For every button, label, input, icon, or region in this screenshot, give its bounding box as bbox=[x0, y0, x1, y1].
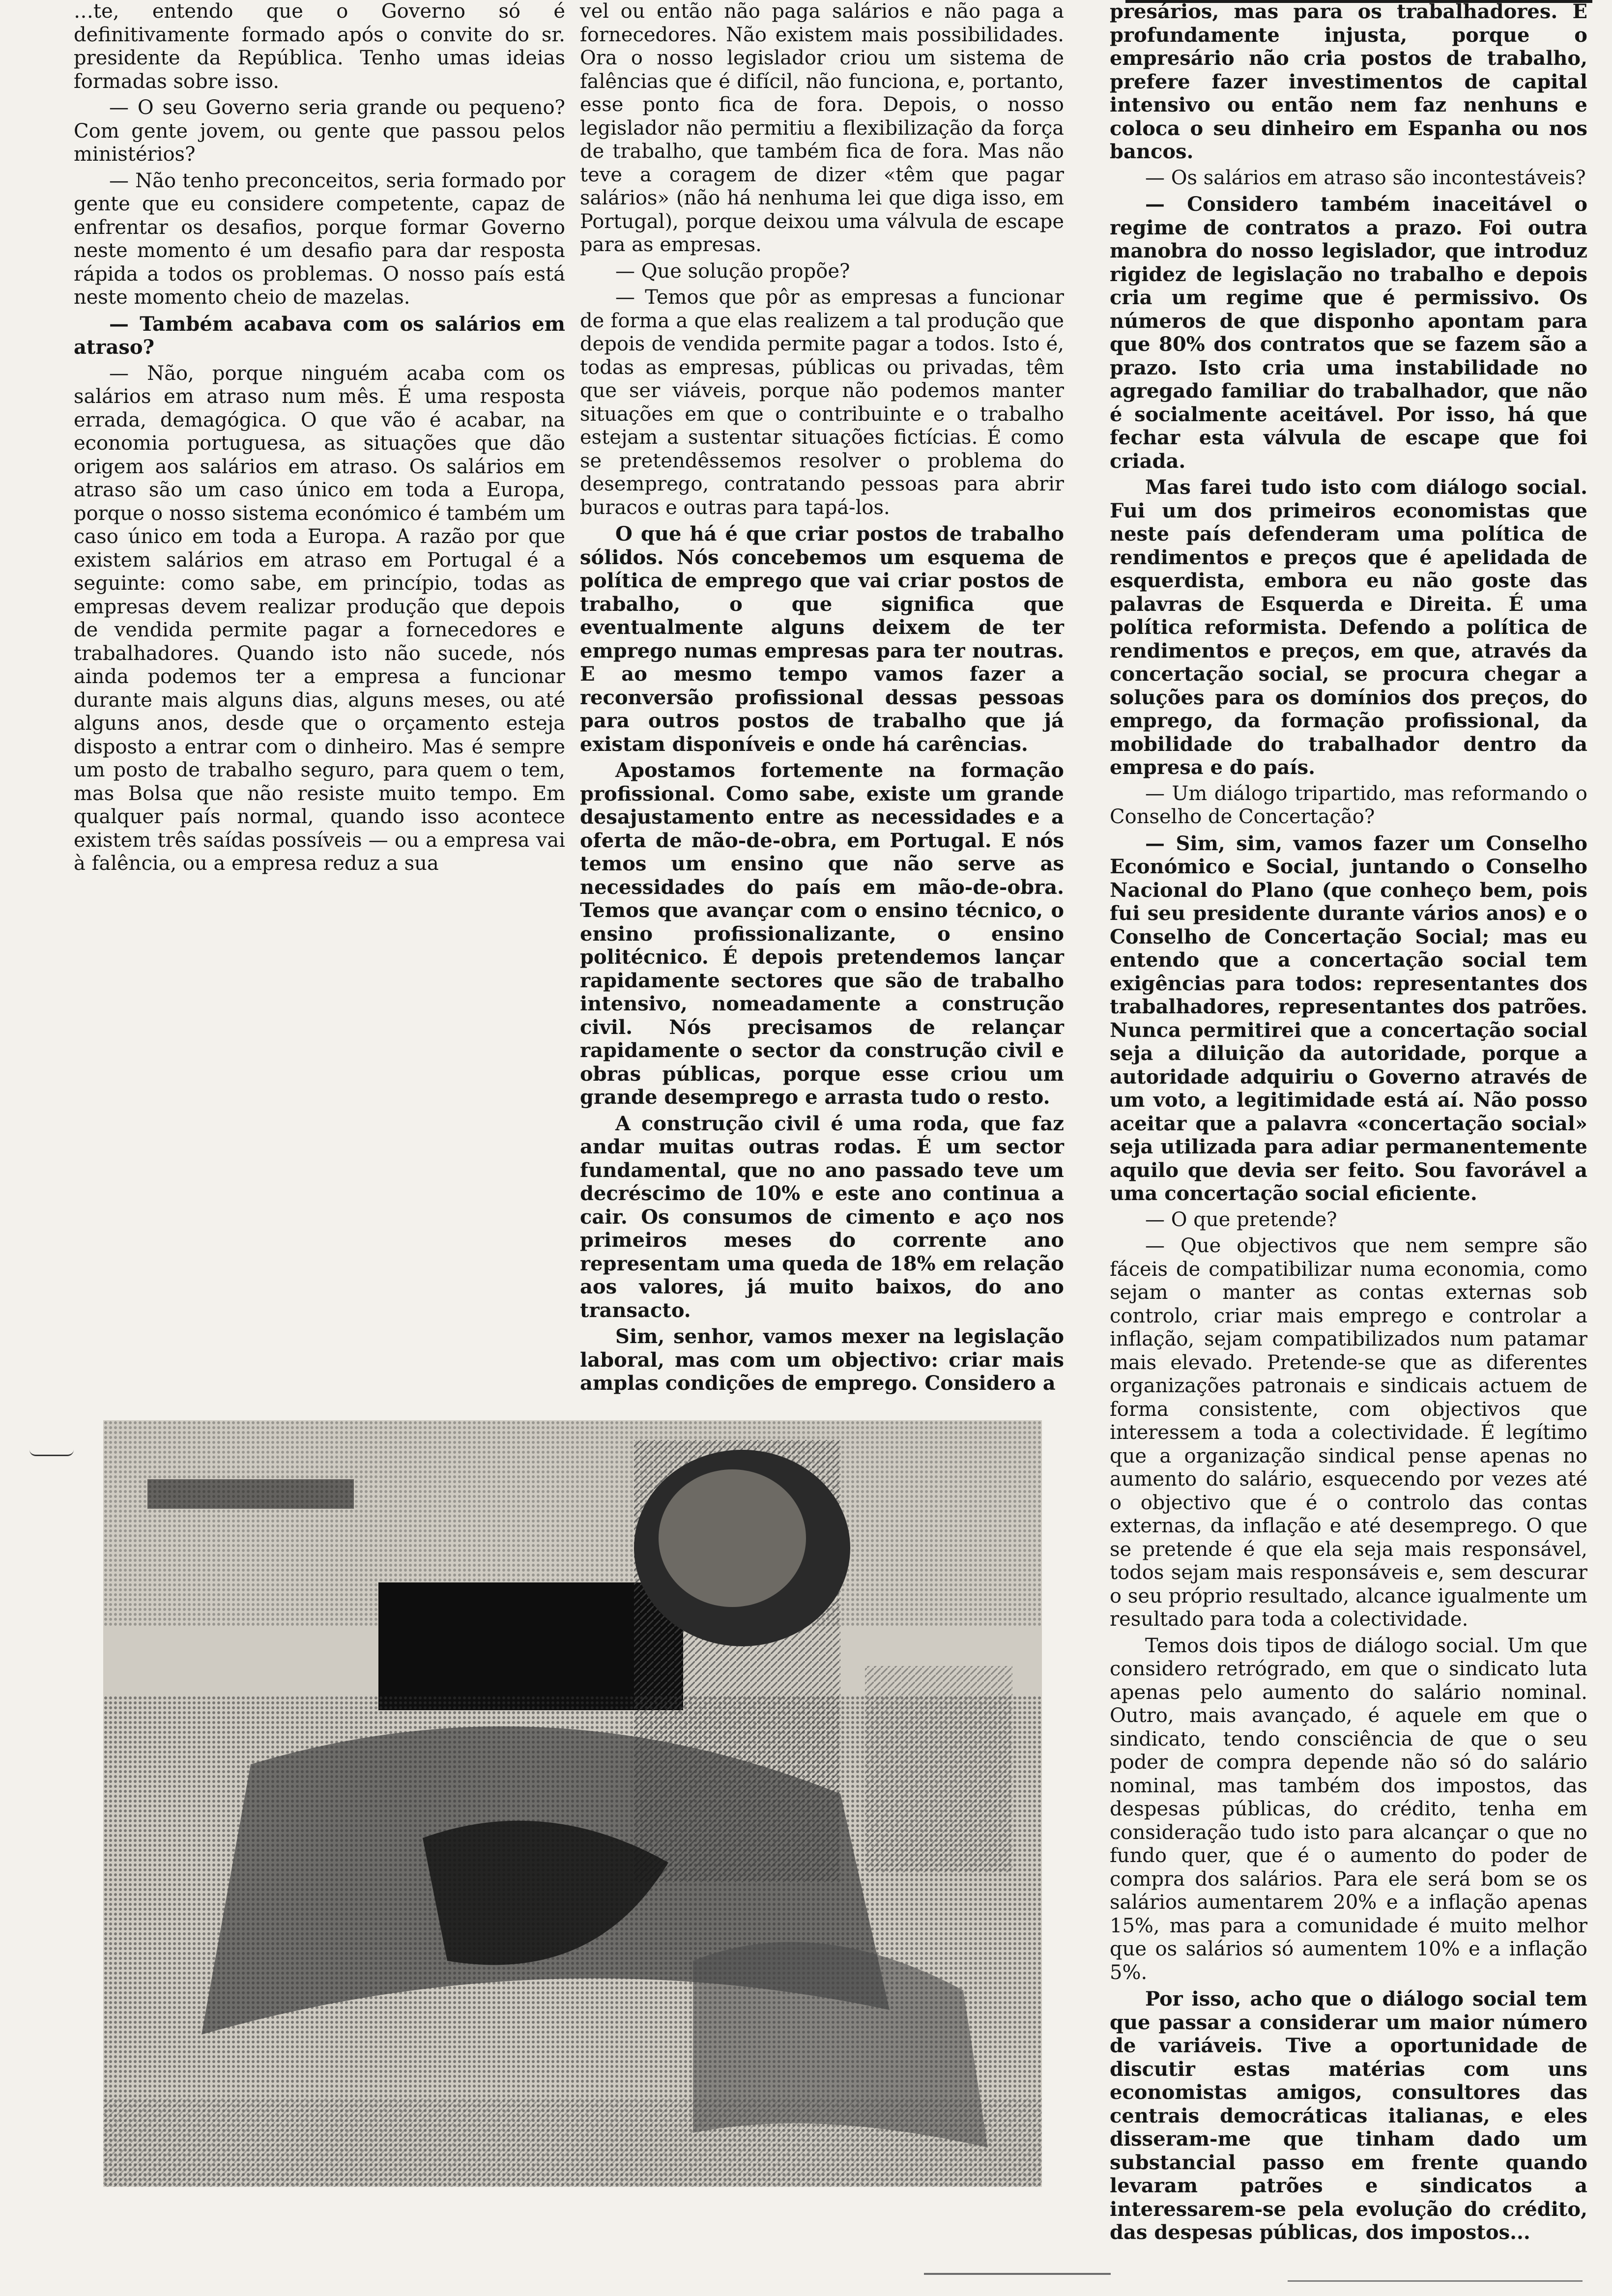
paragraph: presários, mas para os trabalhadores. É profundamente injusta, porque o empresário não cria postos de trabalho, prefere fazer investimentos de capital intensivo ou então nem faz nenhuns e coloca o seu dinheiro em Espanha ou nos bancos. bbox=[1110, 0, 1587, 163]
paragraph: — Também acabava com os salários em atraso? bbox=[74, 312, 565, 359]
paragraph: — Não, porque ninguém acaba com os salários em atraso num mês. É uma resposta errada, demagógica. O que vão é acabar, na economia portuguesa, as situações que dão origem aos salários em atraso. Os salários em atraso são um caso único em toda a Europa, porque o nosso sistema económico é também um caso único em toda a Europa. A razão por que existem salários em atraso em Portugal é a seguinte: como sabe, em princípio, todas as empresas devem realizar produção que depois de vendida permite pagar a fornecedores e trabalhadores. Quando isto não sucede, nós ainda podemos ter a empresa a funcionar durante mais alguns dias, alguns meses, ou até alguns anos, desde que o orçamento esteja disposto a entrar com o dinheiro. Mas é sempre um posto de trabalho seguro, para quem o tem, mas Bolsa que não resiste muito tempo. Em qualquer país normal, quando isso acontece existem três saídas possíveis — ou a empresa vai à falência, ou a empresa reduz a sua bbox=[74, 362, 565, 875]
paragraph: Sim, senhor, vamos mexer na legislação laboral, mas com um objectivo: criar mais amplas condições de emprego. Considero a bbox=[580, 1325, 1064, 1395]
paragraph: Temos dois tipos de diálogo social. Um que considero retrógrado, em que o sindicato luta apenas pelo aumento do salário nominal. Outro, mais avançado, é aquele em que o sindicato, tendo consciência de que o seu poder de compra depende não só do salário nominal, mas também dos impostos, das despesas públicas, do crédito, tenha em consideração tudo isto para alcançar o que no fundo quer, que é o aumento do poder de compra dos salários. Para ele será bom se os salários aumentarem 20% e a inflação apenas 15%, mas para a comunidade é muito melhor que os salários só aumentem 10% e a inflação 5%. bbox=[1110, 1634, 1587, 1984]
paragraph: — Que objectivos que nem sempre são fáceis de compatibilizar numa economia, como sejam o manter as contas externas sob controlo, criar mais emprego e controlar a inflação, sejam compatibilizados num patamar mais elevado. Pretende-se que as diferentes organizações patronais e sindicais actuem de forma consistente, com objectivos que interessem a toda a colectividade. É legítimo que a organização sindical pense apenas no aumento do salário, esquecendo por vezes até o objectivo que é o controlo das contas externas, da inflação e até desemprego. O que se pretende é que ela seja mais responsável, todos sejam mais responsáveis e, sem descurar o seu próprio resultado, alcance igualmente um resultado para toda a colectividade. bbox=[1110, 1234, 1587, 1631]
paragraph: Por isso, acho que o diálogo social tem que passar a considerar um maior número de variáveis. Tive a oportunidade de discutir estas matérias com uns economistas amigos, consultores das centrais democráticas italianas, e eles disseram-me que tinham dado um substancial passo em frente quando levaram patrões e sindicatos a interessarem-se pela evolução do crédito, das despesas públicas, dos impostos... bbox=[1110, 1987, 1587, 2244]
paragraph: Apostamos fortemente na formação profissional. Como sabe, existe um grande desajustamento entre as necessidades e a oferta de mão-de-obra, em Portugal. E nós temos um ensino que não serve as necessidades do país em mão-de-obra. Temos que avançar com o ensino técnico, o ensino profissionalizante, o ensino politécnico. É depois pretendemos lançar rapidamente sectores que são de trabalho intensivo, nomeadamente a construção civil. Nós precisamos de relançar rapidamente o sector da construção civil e obras públicas, porque esse criou um grande desemprego e arrasta tudo o resto. bbox=[580, 759, 1064, 1109]
paragraph: …te, entendo que o Governo só é definitivamente formado após o convite do sr. presidente da República. Tenho umas ideias formadas sobre isso. bbox=[74, 0, 565, 93]
paragraph: O que há é que criar postos de trabalho sólidos. Nós concebemos um esquema de política de emprego que vai criar postos de trabalho, o que significa que eventualmente alguns deixem de ter emprego numas empresas para ter noutras. E ao mesmo tempo vamos fazer a reconversão profissional dessas pessoas para outros postos de trabalho que já existam disponíveis e onde há carências. bbox=[580, 522, 1064, 756]
paragraph: — Não tenho preconceitos, seria formado por gente que eu considere competente, capaz de enfrentar os desafios, porque formar Governo neste momento é um desafio para dar resposta rápida a todos os problemas. O nosso país está neste momento cheio de mazelas. bbox=[74, 169, 565, 309]
paragraph: — O seu Governo seria grande ou pequeno? Com gente jovem, ou gente que passou pelos ministérios? bbox=[74, 96, 565, 166]
paragraph: — O que pretende? bbox=[1145, 1208, 1337, 1231]
paragraph: vel ou então não paga salários e não paga a fornecedores. Não existem mais possibilidades. Ora o nosso legislador criou um sistema de falências que é difícil, não funciona, e, portanto, esse ponto fica de fora. Depois, o nosso legislador não permitiu a flexibilização da força de trabalho, que também fica de fora. Mas não teve a coragem de dizer «têm que pagar salários» (não há nenhuma lei que diga isso, em Portugal), porque deixou uma válvula de escape para as empresas. bbox=[580, 0, 1064, 256]
margin-mark bbox=[29, 1450, 74, 1456]
photo-image bbox=[103, 1420, 1042, 2187]
footer-rule bbox=[924, 2273, 1111, 2275]
paragraph: Mas farei tudo isto com diálogo social. Fui um dos primeiros economistas que neste país defenderam uma política de rendimentos e preços que é apelidada de esquerdista, embora eu não goste das palavras de Esquerda e Direita. É uma política reformista. Defendo a política de rendimentos e preços, em que, através da concertação social, se procura chegar a soluções para os domínios dos preços, do emprego, da formação profissional, da mobilidade do trabalhador dentro da empresa e do país. bbox=[1110, 476, 1587, 779]
article-photo bbox=[103, 1420, 1042, 2187]
paragraph: — Um diálogo tripartido, mas reformando o Conselho de Concertação? bbox=[1110, 782, 1587, 828]
paragraph: A construção civil é uma roda, que faz andar muitas outras rodas. É um sector fundamental, que no ano passado teve um decréscimo de 10% e este ano continua a cair. Os consumos de cimento e aço nos primeiros meses do corrente ano representam uma queda de 18% em relação aos valores, já muito baixos, do ano transacto. bbox=[580, 1112, 1064, 1322]
article-column-2 bbox=[580, 0, 1064, 1415]
paragraph: — Temos que pôr as empresas a funcionar de forma a que elas realizem a tal produção que depois de vendida permite pagar a todos. Isto é, todas as empresas, públicas ou privadas, têm que ser viáveis, porque não podemos manter situações em que o contribuinte e o trabalho estejam a sustentar situações fictícias. É como se pretendêssemos resolver o problema do desemprego, contratando pessoas para abrir buracos e outras para tapá-los. bbox=[580, 286, 1064, 519]
paragraph: — Que solução propõe? bbox=[615, 259, 850, 283]
paragraph: — Considero também inaceitável o regime de contratos a prazo. Foi outra manobra do nosso legislador, que introduz rigidez de legislação no trabalho e depois cria um regime que é permissivo. Os números de que disponho apontam para que 80% dos contratos que se fazem são a prazo. Isto cria uma instabilidade no agregado familiar do trabalhador, que não é socialmente aceitável. Por isso, há que fechar esta válvula de escape que foi criada. bbox=[1110, 193, 1587, 473]
footer-rule-2 bbox=[1288, 2280, 1583, 2282]
paragraph: — Os salários em atraso são incontestáveis? bbox=[1145, 166, 1586, 189]
article-column-1 bbox=[74, 0, 565, 924]
article-column-3 bbox=[1110, 0, 1587, 2244]
paragraph: — Sim, sim, vamos fazer um Conselho Económico e Social, juntando o Conselho Nacional do Plano (que conheço bem, pois fui seu presidente durante vários anos) e o Conselho de Concertação Social; mas eu entendo que a concertação social tem exigências para todos: representantes dos trabalhadores, representantes dos patrões. Nunca permitirei que a concertação social seja a diluição da autoridade, porque a autoridade adquiriu o Governo através de um voto, a legitimidade está aí. Não posso aceitar que a palavra «concertação social» seja utilizada para adiar permanentemente aquilo que devia ser feito. Sou favorável a uma concertação social eficiente. bbox=[1110, 832, 1587, 1205]
